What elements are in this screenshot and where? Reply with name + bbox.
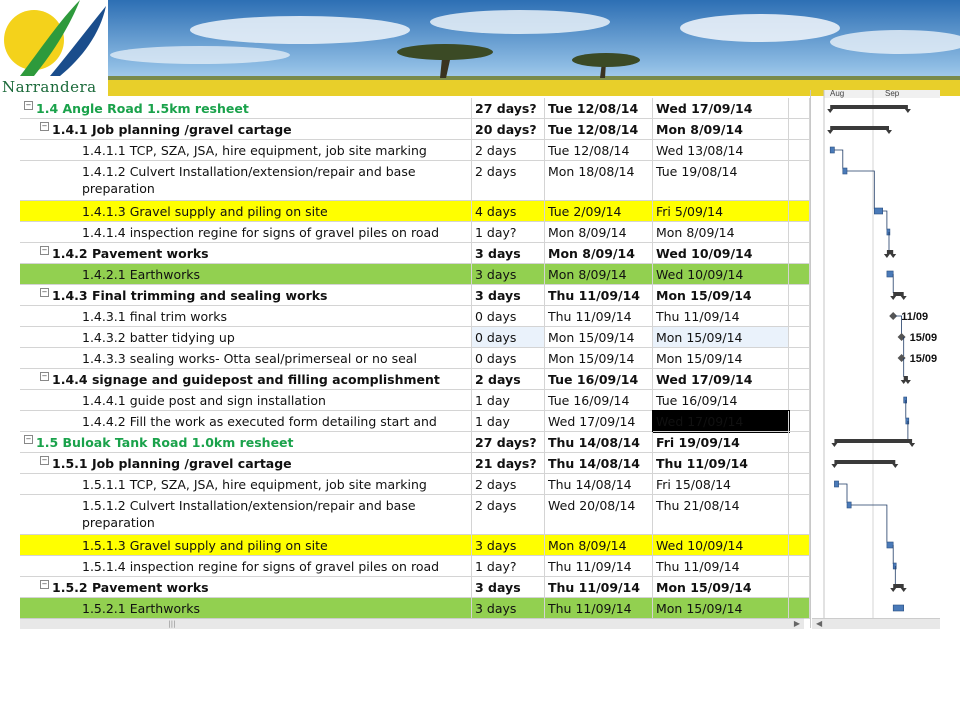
collapse-toggle-icon[interactable]: − bbox=[25, 435, 32, 443]
add-column-cell[interactable] bbox=[789, 390, 810, 411]
finish-cell[interactable]: Mon 8/09/14 bbox=[653, 222, 789, 243]
finish-cell[interactable]: Tue 16/09/14 bbox=[653, 390, 789, 411]
summary-bar-end bbox=[901, 296, 907, 300]
task-name: 1.5.1.3 Gravel supply and piling on site bbox=[82, 538, 328, 553]
task-bar[interactable] bbox=[893, 563, 896, 569]
finish-cell[interactable]: Thu 21/08/14 bbox=[653, 495, 789, 535]
task-name-cell[interactable] bbox=[20, 390, 472, 411]
add-column-cell[interactable] bbox=[789, 495, 810, 535]
task-name-cell[interactable] bbox=[20, 201, 472, 222]
milestone-diamond[interactable] bbox=[898, 333, 906, 341]
scroll-thumb[interactable]: ||| bbox=[168, 620, 176, 628]
task-name: 1.5.1.1 TCP, SZA, JSA, hire equipment, job site marking bbox=[82, 477, 427, 492]
finish-cell[interactable]: Mon 15/09/14 bbox=[653, 577, 789, 598]
start-cell[interactable]: Thu 11/09/14 bbox=[545, 306, 653, 327]
duration-cell[interactable]: 2 days bbox=[472, 161, 545, 201]
duration-cell[interactable]: 3 days bbox=[472, 264, 545, 285]
summary-task-row[interactable] bbox=[20, 119, 810, 140]
finish-cell[interactable]: Tue 19/08/14 bbox=[653, 161, 789, 201]
task-name-cell[interactable] bbox=[20, 432, 472, 453]
duration-cell[interactable]: 3 days bbox=[472, 243, 545, 264]
start-cell[interactable]: Tue 12/08/14 bbox=[545, 119, 653, 140]
task-name: 1.4.2 Pavement works bbox=[52, 246, 209, 261]
task-name-cell[interactable] bbox=[20, 556, 472, 577]
header-banner bbox=[0, 0, 960, 96]
finish-cell[interactable]: Thu 11/09/14 bbox=[653, 306, 789, 327]
finish-cell[interactable]: Wed 10/09/14 bbox=[653, 535, 789, 556]
task-name-cell[interactable] bbox=[20, 161, 472, 201]
summary-bar-end bbox=[905, 109, 911, 113]
landscape-image bbox=[0, 0, 960, 96]
duration-cell[interactable]: 27 days? bbox=[472, 432, 545, 453]
timescale-aug: Aug bbox=[830, 90, 845, 98]
summary-bar[interactable] bbox=[893, 292, 904, 296]
table-horizontal-scrollbar[interactable] bbox=[20, 618, 804, 629]
task-name: 1.5 Buloak Tank Road 1.0km resheet bbox=[36, 435, 294, 450]
add-column-cell[interactable] bbox=[789, 119, 810, 140]
task-name-cell[interactable] bbox=[20, 598, 472, 619]
add-column-cell[interactable] bbox=[789, 556, 810, 577]
start-cell[interactable]: Thu 11/09/14 bbox=[545, 285, 653, 306]
milestone-label: 11/09 bbox=[901, 311, 929, 323]
task-name-cell[interactable] bbox=[20, 369, 472, 390]
finish-cell[interactable]: Thu 11/09/14 bbox=[653, 556, 789, 577]
add-column-cell[interactable] bbox=[789, 285, 810, 306]
finish-cell[interactable]: Fri 5/09/14 bbox=[653, 201, 789, 222]
task-row[interactable] bbox=[20, 535, 810, 556]
summary-bar-end bbox=[909, 443, 915, 447]
summary-bar-end bbox=[892, 464, 898, 468]
duration-cell[interactable]: 4 days bbox=[472, 201, 545, 222]
task-row[interactable] bbox=[20, 598, 810, 619]
finish-cell[interactable]: Wed 10/09/14 bbox=[653, 243, 789, 264]
task-name: 1.5.1.4 inspection regine for signs of gravel piles on road bbox=[82, 559, 440, 574]
collapse-toggle-icon[interactable]: − bbox=[41, 288, 48, 296]
duration-cell[interactable]: 1 day bbox=[472, 390, 545, 411]
finish-cell[interactable]: Wed 17/09/14 bbox=[653, 411, 789, 432]
task-name: 1.4.1.1 TCP, SZA, JSA, hire equipment, job site marking bbox=[82, 143, 427, 158]
duration-cell[interactable]: 20 days? bbox=[472, 119, 545, 140]
add-column-cell[interactable] bbox=[789, 201, 810, 222]
duration-cell[interactable]: 2 days bbox=[472, 140, 545, 161]
summary-task-row[interactable] bbox=[20, 577, 810, 598]
finish-cell[interactable]: Wed 17/09/14 bbox=[653, 98, 789, 119]
task-name-cell[interactable] bbox=[20, 98, 472, 119]
dependency-link bbox=[851, 505, 887, 543]
start-cell[interactable]: Thu 14/08/14 bbox=[545, 474, 653, 495]
scroll-left-arrow-icon[interactable]: ◀ bbox=[816, 619, 823, 628]
task-name: 1.5.1.2 Culvert Installation/extension/repair and base preparation bbox=[82, 498, 416, 530]
duration-cell[interactable]: 2 days bbox=[472, 369, 545, 390]
task-bar[interactable] bbox=[834, 481, 838, 487]
task-name: 1.4.1 Job planning /gravel cartage bbox=[52, 122, 292, 137]
start-cell[interactable]: Mon 15/09/14 bbox=[545, 348, 653, 369]
summary-bar[interactable] bbox=[904, 376, 908, 380]
finish-cell[interactable]: Mon 15/09/14 bbox=[653, 285, 789, 306]
summary-task-row[interactable] bbox=[20, 285, 810, 306]
duration-cell[interactable]: 21 days? bbox=[472, 453, 545, 474]
task-name-cell[interactable] bbox=[20, 306, 472, 327]
task-name: 1.4.1.4 inspection regine for signs of gravel piles on road bbox=[82, 225, 440, 240]
task-row[interactable] bbox=[20, 411, 810, 432]
start-cell[interactable]: Tue 16/09/14 bbox=[545, 369, 653, 390]
add-column-cell[interactable] bbox=[789, 140, 810, 161]
add-column-cell[interactable] bbox=[789, 411, 810, 432]
task-name: 1.5.1 Job planning /gravel cartage bbox=[52, 456, 292, 471]
task-bar[interactable] bbox=[887, 271, 893, 277]
task-name-cell[interactable] bbox=[20, 453, 472, 474]
task-name: 1.4.3.2 batter tidying up bbox=[82, 330, 235, 345]
task-bar[interactable] bbox=[887, 229, 890, 235]
dependency-link bbox=[834, 150, 842, 169]
finish-cell[interactable]: Mon 15/09/14 bbox=[653, 327, 789, 348]
add-column-cell[interactable] bbox=[789, 264, 810, 285]
start-cell[interactable]: Tue 2/09/14 bbox=[545, 201, 653, 222]
summary-bar[interactable] bbox=[834, 439, 912, 443]
task-name-cell[interactable] bbox=[20, 119, 472, 140]
milestone-label: 15/09 bbox=[909, 353, 938, 365]
duration-cell[interactable]: 1 day? bbox=[472, 222, 545, 243]
start-cell[interactable]: Wed 17/09/14 bbox=[545, 411, 653, 432]
task-row[interactable] bbox=[20, 222, 810, 243]
task-bar[interactable] bbox=[893, 605, 904, 611]
summary-bar-end bbox=[827, 130, 833, 134]
task-name-cell[interactable] bbox=[20, 243, 472, 264]
task-name: 1.4.4 signage and guidepost and filling acomplishment bbox=[52, 372, 440, 387]
task-row[interactable] bbox=[20, 474, 810, 495]
task-name-cell[interactable] bbox=[20, 495, 472, 535]
task-name: 1.4.3 Final trimming and sealing works bbox=[52, 288, 328, 303]
duration-cell[interactable]: 1 day bbox=[472, 411, 545, 432]
summary-bar-end bbox=[890, 588, 896, 592]
task-name-cell[interactable] bbox=[20, 411, 472, 432]
dependency-link bbox=[847, 171, 874, 209]
summary-task-row[interactable] bbox=[20, 453, 810, 474]
add-column-cell[interactable] bbox=[789, 453, 810, 474]
add-column-cell[interactable] bbox=[789, 161, 810, 201]
add-column-cell[interactable] bbox=[789, 474, 810, 495]
start-cell[interactable]: Thu 14/08/14 bbox=[545, 453, 653, 474]
collapse-toggle-icon[interactable]: − bbox=[41, 580, 48, 588]
summary-bar-end bbox=[884, 254, 890, 258]
summary-bar-end bbox=[886, 130, 892, 134]
task-row[interactable] bbox=[20, 390, 810, 411]
summary-task-row[interactable] bbox=[20, 432, 810, 453]
start-cell[interactable]: Thu 11/09/14 bbox=[545, 556, 653, 577]
finish-cell[interactable]: Fri 15/08/14 bbox=[653, 474, 789, 495]
collapse-toggle-icon[interactable]: − bbox=[41, 372, 48, 380]
start-cell[interactable]: Mon 8/09/14 bbox=[545, 264, 653, 285]
summary-bar[interactable] bbox=[834, 460, 895, 464]
task-name: 1.5.2.1 Earthworks bbox=[82, 601, 200, 616]
task-row[interactable] bbox=[20, 140, 810, 161]
duration-cell[interactable]: 0 days bbox=[472, 306, 545, 327]
task-name: 1.4.4.1 guide post and sign installation bbox=[82, 393, 326, 408]
task-name-cell[interactable] bbox=[20, 222, 472, 243]
task-bar[interactable] bbox=[830, 147, 834, 153]
task-bar[interactable] bbox=[904, 397, 907, 403]
logo bbox=[0, 0, 108, 96]
milestone-diamond[interactable] bbox=[898, 354, 906, 362]
task-name: 1.4.3.1 final trim works bbox=[82, 309, 228, 324]
add-column-cell[interactable] bbox=[789, 432, 810, 453]
task-name: 1.4.1.3 Gravel supply and piling on site bbox=[82, 204, 328, 219]
start-cell[interactable]: Mon 18/08/14 bbox=[545, 161, 653, 201]
task-name-cell[interactable] bbox=[20, 327, 472, 348]
collapse-toggle-icon[interactable]: − bbox=[41, 246, 48, 254]
finish-cell[interactable]: Mon 15/09/14 bbox=[653, 598, 789, 619]
summary-bar-end bbox=[905, 380, 911, 384]
task-name: 1.4.4.2 Fill the work as executed form detailing start and bbox=[82, 414, 437, 429]
finish-cell[interactable]: Thu 11/09/14 bbox=[653, 453, 789, 474]
finish-cell[interactable]: Wed 17/09/14 bbox=[653, 369, 789, 390]
task-bar[interactable] bbox=[874, 208, 882, 214]
task-name-cell[interactable] bbox=[20, 577, 472, 598]
add-column-cell[interactable] bbox=[789, 243, 810, 264]
add-column-cell[interactable] bbox=[789, 222, 810, 243]
start-cell[interactable]: Thu 11/09/14 bbox=[545, 577, 653, 598]
task-row[interactable] bbox=[20, 348, 810, 369]
scroll-right-arrow-icon[interactable]: ▶ bbox=[793, 619, 800, 628]
task-name: 1.4.1.2 Culvert Installation/extension/repair and base preparation bbox=[82, 164, 416, 196]
task-name-cell[interactable] bbox=[20, 535, 472, 556]
start-cell[interactable]: Mon 8/09/14 bbox=[545, 243, 653, 264]
gantt-chart bbox=[810, 90, 940, 630]
task-row[interactable] bbox=[20, 327, 810, 348]
task-bar[interactable] bbox=[843, 168, 847, 174]
timescale-sep: Sep bbox=[885, 90, 900, 98]
duration-cell[interactable]: 0 days bbox=[472, 327, 545, 348]
finish-cell[interactable]: Wed 10/09/14 bbox=[653, 264, 789, 285]
task-name-cell[interactable] bbox=[20, 264, 472, 285]
finish-cell[interactable]: Fri 19/09/14 bbox=[653, 432, 789, 453]
add-column-cell[interactable] bbox=[789, 306, 810, 327]
gantt-horizontal-scrollbar[interactable] bbox=[812, 618, 940, 629]
duration-cell[interactable]: 27 days? bbox=[472, 98, 545, 119]
task-bar[interactable] bbox=[847, 502, 851, 508]
start-cell[interactable]: Tue 16/09/14 bbox=[545, 390, 653, 411]
summary-bar-end bbox=[890, 254, 896, 258]
start-cell[interactable]: Thu 14/08/14 bbox=[545, 432, 653, 453]
task-row[interactable] bbox=[20, 161, 810, 201]
add-column-cell[interactable] bbox=[789, 369, 810, 390]
task-name: 1.5.2 Pavement works bbox=[52, 580, 209, 595]
task-name-cell[interactable] bbox=[20, 285, 472, 306]
task-bar[interactable] bbox=[906, 418, 909, 424]
task-row[interactable] bbox=[20, 264, 810, 285]
start-cell[interactable]: Tue 12/08/14 bbox=[545, 98, 653, 119]
summary-task-row[interactable] bbox=[20, 369, 810, 390]
duration-cell[interactable]: 0 days bbox=[472, 348, 545, 369]
duration-cell[interactable]: 3 days bbox=[472, 598, 545, 619]
finish-cell[interactable]: Mon 15/09/14 bbox=[653, 348, 789, 369]
add-column-cell[interactable] bbox=[789, 577, 810, 598]
add-column-cell[interactable] bbox=[789, 598, 810, 619]
milestone-label: 15/09 bbox=[909, 332, 938, 344]
collapse-toggle-icon[interactable]: − bbox=[41, 122, 48, 130]
duration-cell[interactable]: 2 days bbox=[472, 474, 545, 495]
task-row[interactable] bbox=[20, 556, 810, 577]
add-column-cell[interactable] bbox=[789, 98, 810, 119]
summary-bar[interactable] bbox=[830, 126, 889, 130]
summary-bar-end bbox=[827, 109, 833, 113]
summary-bar[interactable] bbox=[830, 105, 908, 109]
task-bar[interactable] bbox=[887, 542, 893, 548]
summary-bar[interactable] bbox=[893, 584, 904, 588]
add-column-cell[interactable] bbox=[789, 327, 810, 348]
add-column-cell[interactable] bbox=[789, 348, 810, 369]
start-cell[interactable]: Wed 20/08/14 bbox=[545, 495, 653, 535]
collapse-toggle-icon[interactable]: − bbox=[41, 456, 48, 464]
collapse-toggle-icon[interactable]: − bbox=[25, 101, 32, 109]
task-name: 1.4.3.3 sealing works- Otta seal/primerseal or no seal bbox=[82, 351, 417, 366]
summary-bar[interactable] bbox=[887, 250, 893, 254]
finish-cell[interactable]: Wed 13/08/14 bbox=[653, 140, 789, 161]
summary-task-row[interactable] bbox=[20, 98, 810, 119]
task-name-cell[interactable] bbox=[20, 140, 472, 161]
task-name: 1.4.2.1 Earthworks bbox=[82, 267, 200, 282]
task-row[interactable] bbox=[20, 306, 810, 327]
summary-bar-end bbox=[831, 443, 837, 447]
narrandera-logo-icon bbox=[0, 0, 108, 80]
summary-bar-end bbox=[890, 296, 896, 300]
dependency-link bbox=[883, 211, 887, 230]
task-row[interactable] bbox=[20, 495, 810, 535]
finish-cell[interactable]: Mon 8/09/14 bbox=[653, 119, 789, 140]
summary-bar-end bbox=[831, 464, 837, 468]
dependency-link bbox=[839, 484, 847, 503]
add-column-cell[interactable] bbox=[789, 535, 810, 556]
task-row[interactable] bbox=[20, 201, 810, 222]
start-cell[interactable]: Tue 12/08/14 bbox=[545, 140, 653, 161]
duration-cell[interactable]: 3 days bbox=[472, 285, 545, 306]
duration-cell[interactable]: 2 days bbox=[472, 495, 545, 535]
duration-cell[interactable]: 3 days bbox=[472, 577, 545, 598]
duration-cell[interactable]: 3 days bbox=[472, 535, 545, 556]
task-name-cell[interactable] bbox=[20, 348, 472, 369]
task-name-cell[interactable] bbox=[20, 474, 472, 495]
start-cell[interactable]: Thu 11/09/14 bbox=[545, 598, 653, 619]
summary-task-row[interactable] bbox=[20, 243, 810, 264]
logo-text: Narrandera bbox=[2, 78, 97, 96]
start-cell[interactable]: Mon 8/09/14 bbox=[545, 222, 653, 243]
start-cell[interactable]: Mon 15/09/14 bbox=[545, 327, 653, 348]
task-name: 1.4 Angle Road 1.5km resheet bbox=[36, 101, 249, 116]
duration-cell[interactable]: 1 day? bbox=[472, 556, 545, 577]
summary-bar-end bbox=[901, 588, 907, 592]
start-cell[interactable]: Mon 8/09/14 bbox=[545, 535, 653, 556]
